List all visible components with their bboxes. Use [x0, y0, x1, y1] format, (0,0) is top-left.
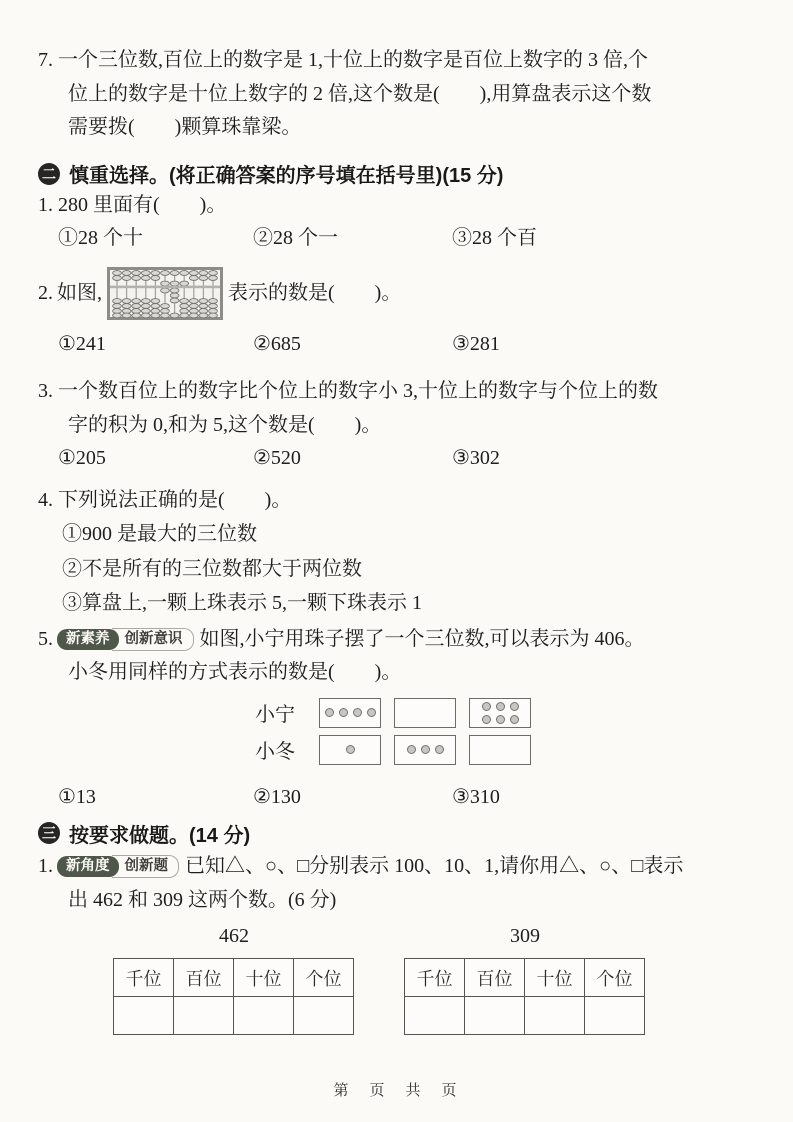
option-1: ①13: [58, 785, 96, 808]
answer-cell: [585, 997, 645, 1035]
bead: [496, 702, 505, 711]
question-line-2: 字的积为 0,和为 5,这个数是( )。: [68, 413, 382, 436]
header-cell: 个位: [294, 959, 354, 997]
question-text: 已知△、○、□分别表示 100、10、1,请你用△、○、□表示: [185, 855, 684, 877]
bead: [510, 702, 519, 711]
abacus-image: [107, 267, 223, 320]
table-caption-462: 462: [219, 925, 249, 947]
bead-diagram-row-xiaoning: [255, 698, 757, 728]
question-number: 2.: [38, 281, 53, 304]
header-cell: 百位: [465, 959, 525, 997]
section-2-header: [38, 161, 757, 187]
s2-question-4: [38, 484, 757, 518]
question-number: 1.: [38, 193, 53, 216]
option-1: ①28 个十: [58, 227, 143, 249]
bead-box: [469, 698, 531, 728]
row-label: 小宁: [255, 704, 295, 726]
answer-cell: [294, 997, 354, 1035]
s2-question-4-option-1: ①900 是最大的三位数: [62, 523, 257, 545]
s2-question-4-option-3: ③算盘上,一颗上珠表示 5,一颗下珠表示 1: [62, 592, 422, 614]
innovation-awareness-badge: 创新意识: [112, 628, 194, 651]
header-cell: 十位: [525, 959, 585, 997]
bead: [482, 715, 491, 724]
table-answer-row: [405, 997, 645, 1035]
bead: [407, 745, 416, 754]
answer-cell: [114, 997, 174, 1035]
innovation-question-badge: 创新题: [112, 855, 180, 878]
bead-diagram-row-xiaodong: [255, 735, 757, 765]
header-cell: 个位: [585, 959, 645, 997]
question-number: 3.: [38, 380, 53, 402]
answer-cell: [465, 997, 525, 1035]
bead: [510, 715, 519, 724]
option-2: ②685: [253, 332, 301, 355]
answer-cell: [174, 997, 234, 1035]
question-7-line-1: [38, 44, 757, 78]
section-2-number-icon: 二: [38, 163, 60, 185]
option-1: ①241: [58, 332, 106, 355]
question-text: 一个数百位上的数字比个位上的数字小 3,十位上的数字与个位上的数: [58, 380, 658, 402]
question-number: 7.: [38, 49, 53, 71]
s3-question-1: [38, 850, 757, 884]
s2-question-1: [38, 189, 757, 223]
s2-question-2: [38, 266, 757, 322]
answer-cell: [525, 997, 585, 1035]
bead: [339, 708, 348, 717]
option-3: ③28 个百: [452, 227, 537, 249]
bead-box: [469, 735, 531, 765]
bead-box: [394, 698, 456, 728]
section-2-title: 慎重选择。(将正确答案的序号填在括号里)(15 分): [69, 165, 504, 187]
bead-diagram: [255, 698, 757, 765]
bead-box: [319, 698, 381, 728]
table-answer-row: [114, 997, 354, 1035]
question-number: 1.: [38, 855, 53, 877]
header-cell: 千位: [405, 959, 465, 997]
header-cell: 千位: [114, 959, 174, 997]
bead-box: [394, 735, 456, 765]
answer-cell: [405, 997, 465, 1035]
question-badges: [57, 855, 179, 878]
s3-question-1-line-2: 出 462 和 309 这两个数。(6 分): [68, 888, 337, 911]
place-value-table-309: [404, 958, 645, 1035]
bead: [325, 708, 334, 717]
question-text-post: 表示的数是( )。: [228, 281, 402, 304]
s2-question-3-options: [58, 442, 757, 476]
option-3: ③310: [452, 785, 500, 808]
bead: [482, 702, 491, 711]
question-text: 一个三位数,百位上的数字是 1,十位上的数字是百位上数字的 3 倍,个: [58, 49, 648, 71]
question-7: [38, 44, 757, 145]
s2-question-4-option-2: ②不是所有的三位数都大于两位数: [62, 557, 362, 580]
question-text-pre: 如图,: [57, 281, 102, 304]
section-3-header: [38, 820, 757, 846]
question-text: 280 里面有( )。: [58, 193, 227, 216]
question-text: 如图,小宁用珠子摆了一个三位数,可以表示为 406。: [199, 627, 645, 650]
bead-box: [319, 735, 381, 765]
header-cell: 百位: [174, 959, 234, 997]
new-angle-badge: 新角度: [57, 856, 119, 877]
option-2: ②130: [253, 785, 301, 808]
bead: [496, 715, 505, 724]
question-7-line-2: 位上的数字是十位上数字的 2 倍,这个数是( ),用算盘表示这个数: [68, 82, 652, 105]
place-value-table-462: [113, 958, 354, 1035]
question-badges: [57, 628, 194, 651]
bead: [367, 708, 376, 717]
question-text: 下列说法正确的是( )。: [58, 488, 292, 511]
table-header-row: [114, 959, 354, 997]
s2-question-5-line-2: 小冬用同样的方式表示的数是( )。: [68, 661, 402, 683]
s2-question-2-options: [58, 328, 757, 362]
s2-question-5-options: [58, 781, 757, 815]
option-3: ③281: [452, 332, 500, 355]
option-2: ②28 个一: [253, 227, 338, 249]
bead: [353, 708, 362, 717]
header-cell: 十位: [234, 959, 294, 997]
bead: [435, 745, 444, 754]
table-captions: [38, 925, 757, 947]
row-label: 小冬: [255, 741, 295, 763]
place-value-tables: [38, 958, 757, 1035]
table-caption-309: 309: [510, 925, 540, 947]
new-literacy-badge: 新素养: [57, 629, 119, 650]
section-3-title: 按要求做题。(14 分): [69, 824, 251, 847]
bead: [346, 745, 355, 754]
option-2: ②520: [253, 447, 301, 469]
table-header-row: [405, 959, 645, 997]
question-line-1: [38, 375, 757, 409]
question-number: 4.: [38, 488, 53, 511]
section-3-number-icon: 三: [38, 822, 60, 844]
question-7-line-3: 需要拨( )颗算珠靠梁。: [68, 116, 302, 138]
page-footer: 第 页 共 页: [333, 1082, 460, 1099]
bead: [421, 745, 430, 754]
answer-cell: [234, 997, 294, 1035]
option-1: ①205: [58, 447, 106, 469]
s2-question-3: [38, 375, 757, 442]
option-3: ③302: [452, 447, 500, 469]
s2-question-5: [38, 623, 757, 657]
s2-question-1-options: [58, 222, 757, 256]
question-number: 5.: [38, 627, 53, 650]
